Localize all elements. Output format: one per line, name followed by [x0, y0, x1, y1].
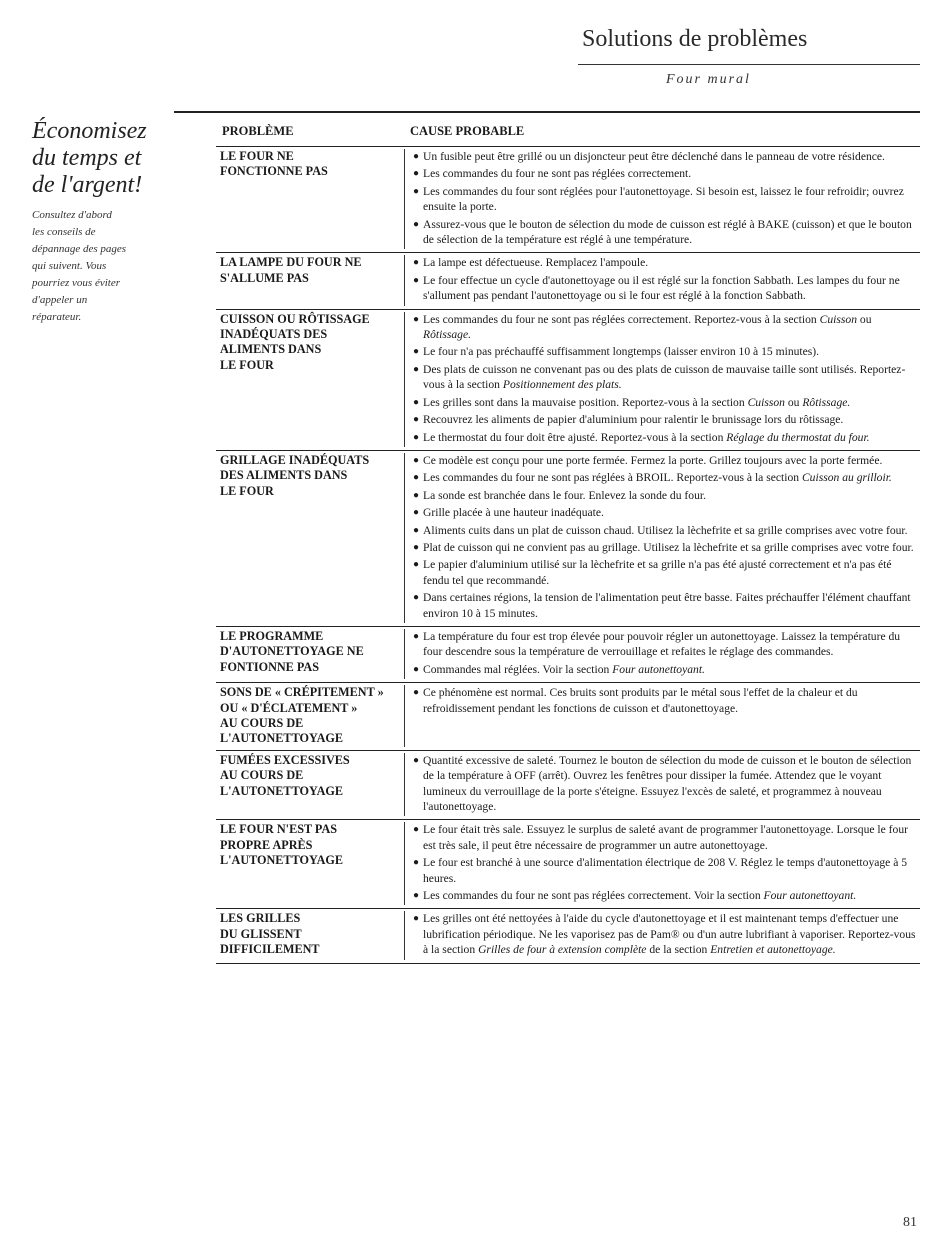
cause-text-part: Le papier d'aluminium utilisé sur la lèchefrite et sa grille n'a pas été ajusté correctement et n'a pas été fendu tel que recommandé. — [423, 558, 892, 587]
cause-text-part: Les commandes du four sont réglées pour l'autonettoyage. Si besoin est, laissez le four refroidir; ouvrez ensuite la porte. — [423, 184, 904, 214]
problem-line: DES ALIMENTS DANS — [220, 468, 348, 483]
cause-item — [413, 184, 918, 215]
bullet-icon: ● — [413, 431, 420, 443]
page-title: Solutions de problèmes — [582, 26, 808, 52]
cause-text-part: Le four est branché à une source d'alimentation électrique de 208 V. Réglez le temps d'autonettoyage à 5 heures. — [423, 856, 908, 885]
problem-line: ALIMENTS DANS — [220, 342, 322, 357]
bullet-icon: ● — [413, 541, 420, 553]
cause-text-part: Les commandes du four ne sont pas réglées correctement. Voir la section — [423, 889, 764, 903]
cause-cell — [404, 312, 920, 447]
bullet-icon: ● — [413, 524, 420, 536]
cause-item — [413, 488, 918, 503]
cause-text — [423, 453, 918, 468]
cause-text-part: Le four n'a pas préchauffé suffisamment longtemps (laisser environ 10 à 15 minutes). — [423, 345, 820, 359]
cause-cell — [404, 255, 920, 305]
table-row — [216, 450, 920, 626]
cause-text — [423, 273, 918, 304]
sidebar-tip — [32, 118, 162, 326]
problem-line: LE FOUR N'EST PAS — [220, 822, 338, 837]
problem-line: INADÉQUATS DES — [220, 327, 328, 342]
cause-item — [413, 590, 918, 621]
cause-text-part: La sonde est branchée dans le four. Enlevez la sonde du four. — [423, 488, 706, 502]
table-body — [216, 146, 920, 963]
bullet-icon: ● — [413, 414, 420, 426]
column-header-problem: PROBLÈME — [222, 124, 294, 138]
problem-line: AU COURS DE — [220, 716, 304, 730]
cause-text-part: Dans certaines régions, la tension de l'alimentation peut être basse. Faites préchauffer l'élément chauffant environ 10 à 15 minutes. — [423, 591, 911, 620]
bullet-icon: ● — [413, 454, 420, 466]
table-row — [216, 252, 920, 308]
table-header — [216, 120, 920, 146]
cause-text-part: Le thermostat du four doit être ajusté. Reportez-vous à la section — [423, 430, 727, 444]
problem-line: LE PROGRAMME — [220, 628, 324, 643]
sidebar-text-line: dépannage des pages — [32, 243, 127, 255]
cause-text-part: Plat de cuisson qui ne convient pas au grillage. Utilisez la lèchefrite et sa grille comprises avec votre four. — [423, 540, 914, 554]
cause-text — [423, 557, 918, 588]
cause-item — [413, 453, 918, 468]
bullet-icon: ● — [413, 754, 420, 766]
cause-text-part: Le four effectue un cycle d'autonettoyage ou il est réglé sur la fonction Sabbath. Les lampes du four ne s'allument pas pendant l'autonettoyage ou si le four est réglé à la fonction Sabbath. — [423, 273, 900, 303]
section-reference: Cuisson au grilloir. — [801, 471, 892, 485]
cause-item — [413, 505, 918, 520]
cause-cell — [404, 685, 920, 747]
problem-line: DIFFICILEMENT — [220, 942, 320, 957]
problem-cell — [216, 753, 404, 817]
cause-text-part: Les commandes du four ne sont pas réglées à BROIL. Reportez-vous à la section — [423, 471, 802, 485]
table-row — [216, 819, 920, 908]
header-divider — [578, 64, 920, 65]
section-reference: Grilles de four à extension complète — [478, 943, 647, 957]
problem-line: LA LAMPE DU FOUR NE — [220, 255, 362, 270]
bullet-icon: ● — [413, 663, 420, 675]
section-reference: Positionnement des plats. — [502, 378, 622, 392]
bullet-icon: ● — [413, 274, 420, 286]
problem-line: D'AUTONETTOYAGE NE — [220, 644, 364, 659]
cause-text-part: Aliments cuits dans un plat de cuisson chaud. Utilisez la lèchefrite et sa grille comprises avec votre four. — [423, 523, 908, 537]
cause-item — [413, 217, 918, 248]
sidebar-title — [32, 118, 162, 199]
sidebar-text — [32, 207, 162, 326]
bullet-icon: ● — [413, 559, 420, 571]
section-reference: Entretien et autonettoyage. — [710, 943, 836, 957]
cause-text — [423, 505, 918, 520]
cause-text-part: La température du four est trop élevée pour pouvoir régler un autonettoyage. Laissez la température du four descendre sous la température de verrouillage et refaites le réglage des commandes. — [423, 629, 901, 659]
sidebar-text-line: qui suivent. Vous — [32, 260, 107, 272]
sidebar-text-line: pourriez vous éviter — [32, 277, 120, 289]
bullet-icon: ● — [413, 396, 420, 408]
cause-text — [423, 662, 918, 677]
bullet-icon: ● — [413, 890, 420, 902]
bullet-icon: ● — [413, 472, 420, 484]
cause-item — [413, 273, 918, 304]
bullet-icon: ● — [413, 489, 420, 501]
problem-line: AU COURS DE — [220, 768, 304, 783]
cause-text-part: Recouvrez les aliments de papier d'aluminium pour ralentir le brunissage lors du rôtissage. — [423, 413, 844, 427]
cause-item — [413, 312, 918, 343]
table-row — [216, 309, 920, 450]
bullet-icon: ● — [413, 257, 420, 269]
cause-text-part: Un fusible peut être grillé ou un disjoncteur peut être déclenché dans le panneau de votre résidence. — [423, 150, 885, 163]
cause-cell — [404, 822, 920, 905]
cause-text — [423, 430, 918, 445]
cause-text-part: Ce phénomène est normal. Ces bruits sont produits par le métal sous l'effet de la chaleur et du refroidissement pendant les fonctions de cuisson et d'autonettoyage. — [423, 686, 858, 715]
cause-text — [423, 255, 918, 270]
cause-item — [413, 362, 918, 393]
problem-line: L'AUTONETTOYAGE — [220, 783, 344, 798]
problem-line: FONTIONNE PAS — [220, 659, 319, 674]
bullet-icon: ● — [413, 218, 420, 230]
cause-text — [423, 540, 918, 555]
problem-line: L'AUTONETTOYAGE — [220, 853, 344, 868]
troubleshooting-table — [216, 120, 920, 964]
bullet-icon: ● — [413, 346, 420, 358]
problem-cell — [216, 911, 404, 959]
bullet-icon: ● — [413, 687, 420, 699]
cause-text — [423, 822, 918, 853]
problem-line: SONS DE « CRÉPITEMENT » — [220, 685, 384, 700]
problem-cell — [216, 453, 404, 623]
problem-cell — [216, 685, 404, 747]
cause-item — [413, 470, 918, 485]
cause-text — [423, 470, 918, 485]
section-reference: Rôtissage. — [423, 328, 471, 342]
cause-text — [423, 395, 918, 410]
cause-item — [413, 911, 918, 957]
section-reference: Cuisson — [747, 395, 785, 409]
problem-cell — [216, 312, 404, 447]
cause-text — [423, 184, 918, 215]
cause-text-part: Ce modèle est conçu pour une porte fermée. Fermez la porte. Grillez toujours avec la porte fermée. — [423, 453, 883, 467]
table-row — [216, 626, 920, 682]
cause-text-part: Les grilles ont été nettoyées à l'aide du cycle d'autonettoyage et il est maintenant temps d'effectuer une lubrification périodique. Ne les vaporisez pas de Pam® ou d'un autre lubrifiant à vaporiser. Reportez-vous à la section — [423, 912, 916, 957]
problem-line: FONCTIONNE PAS — [220, 164, 328, 179]
sidebar-title-line: de l'argent! — [32, 172, 143, 198]
problem-cell — [216, 629, 404, 679]
cause-item — [413, 629, 918, 660]
problem-cell — [216, 255, 404, 305]
cause-text-part: La lampe est défectueuse. Remplacez l'ampoule. — [423, 256, 649, 270]
cause-text-part: ou — [784, 395, 803, 409]
problem-line: GRILLAGE INADÉQUATS — [220, 452, 370, 467]
bullet-icon: ● — [413, 313, 420, 325]
section-reference: Rôtissage. — [802, 395, 851, 409]
problem-line: PROPRE APRÈS — [220, 837, 313, 852]
cause-text — [423, 312, 918, 343]
cause-item — [413, 685, 918, 716]
cause-text-part: Les commandes du four ne sont pas réglées correctement. — [423, 167, 692, 181]
cause-text-part: Assurez-vous que le bouton de sélection du mode de cuisson est réglé à BAKE (cuisson) et que le bouton de sélection de la température est réglé à une température. — [423, 217, 912, 247]
cause-cell — [404, 753, 920, 817]
cause-text — [423, 412, 918, 427]
bullet-icon: ● — [413, 507, 420, 519]
problem-line: S'ALLUME PAS — [220, 270, 309, 285]
cause-item — [413, 822, 918, 853]
cause-cell — [404, 629, 920, 679]
bullet-icon: ● — [413, 630, 420, 642]
cause-item — [413, 557, 918, 588]
sidebar-text-line: les conseils de — [32, 226, 96, 238]
cause-item — [413, 662, 918, 677]
cause-text — [423, 629, 918, 660]
cause-text-part: Les commandes du four ne sont pas réglées correctement. Reportez-vous à la section — [423, 312, 820, 326]
cause-text — [423, 590, 918, 621]
bullet-icon: ● — [413, 824, 420, 836]
page-number: 81 — [903, 1215, 917, 1230]
bullet-icon: ● — [413, 857, 420, 869]
cause-item — [413, 753, 918, 815]
table-row — [216, 146, 920, 252]
problem-line: LE FOUR — [220, 483, 274, 498]
cause-cell — [404, 453, 920, 623]
cause-text — [423, 362, 918, 393]
problem-line: LE FOUR — [220, 357, 274, 372]
cause-text-part: Des plats de cuisson ne convenant pas ou des plats de cuisson de mauvaise taille sont utilisés. Reportez-vous à la section — [423, 362, 906, 392]
bullet-icon: ● — [413, 592, 420, 604]
cause-item — [413, 149, 918, 164]
problem-cell — [216, 149, 404, 249]
cause-text-part: Les grilles sont dans la mauvaise position. Reportez-vous à la section — [423, 395, 748, 409]
cause-text — [423, 888, 918, 903]
cause-text-part: de la section — [646, 943, 711, 957]
cause-item — [413, 412, 918, 427]
cause-cell — [404, 911, 920, 959]
cause-cell — [404, 149, 920, 249]
bullet-icon: ● — [413, 168, 420, 180]
cause-text-part: Le four était très sale. Essuyez le surplus de saleté avant de programmer l'autonettoyage. Lorsque le four est très sale, il peut être nécessaire de programmer un autre autonettoyage. — [423, 823, 908, 852]
table-row — [216, 908, 920, 962]
problem-line: FUMÉES EXCESSIVES — [220, 752, 350, 767]
section-reference: Cuisson — [819, 312, 857, 326]
sidebar-text-line: Consultez d'abord — [32, 209, 112, 221]
problem-line: LES GRILLES — [220, 911, 301, 926]
bullet-icon: ● — [413, 363, 420, 375]
cause-text — [423, 488, 918, 503]
cause-item — [413, 166, 918, 181]
cause-text-part: Grille placée à une hauteur inadéquate. — [423, 506, 604, 520]
bullet-icon: ● — [413, 151, 420, 162]
problem-line: L'AUTONETTOYAGE — [220, 731, 344, 746]
cause-text — [423, 911, 918, 957]
problem-line: CUISSON OU RÔTISSAGE — [220, 311, 370, 326]
cause-text — [423, 149, 918, 164]
cause-text-part: ou — [857, 312, 872, 326]
cause-item — [413, 523, 918, 538]
problem-line: OU « D'ÉCLATEMENT » — [220, 700, 358, 715]
cause-text-part: Quantité excessive de saleté. Tournez le bouton de sélection du mode de cuisson et le bouton de sélection de la température à OFF (arrêt). Ouvrez les fenêtres pour dissiper la fumée. Attendez que le voyant lumineux du verrouillage de la porte s'éteigne. Essuyez l'excès de saleté, et programmez à nouveau l'autonettoyage. — [423, 753, 912, 814]
sidebar-text-line: d'appeler un — [32, 294, 88, 306]
section-reference: Four autonettoyant. — [612, 662, 705, 676]
sidebar-title-line: Économisez — [32, 118, 147, 144]
problem-cell — [216, 822, 404, 905]
cause-item — [413, 395, 918, 410]
sidebar-title-line: du temps et — [32, 145, 142, 171]
table-row — [216, 682, 920, 750]
table-row — [216, 750, 920, 820]
page-subtitle: Four mural — [666, 72, 751, 87]
cause-item — [413, 430, 918, 445]
sidebar-text-line: réparateur. — [32, 311, 82, 323]
section-reference: Four autonettoyant. — [763, 889, 857, 903]
cause-item — [413, 344, 918, 359]
cause-item — [413, 855, 918, 886]
problem-line: DU GLISSENT — [220, 926, 302, 941]
table-bottom-divider — [216, 963, 920, 964]
cause-item — [413, 255, 918, 270]
cause-text — [423, 217, 918, 248]
cause-text — [423, 855, 918, 886]
bullet-icon: ● — [413, 913, 420, 925]
problem-line: LE FOUR NE — [220, 149, 294, 163]
cause-item — [413, 540, 918, 555]
cause-text — [423, 344, 918, 359]
column-header-cause: CAUSE PROBABLE — [410, 124, 525, 138]
cause-item — [413, 888, 918, 903]
cause-text — [423, 166, 918, 181]
section-reference: Réglage du thermostat du four. — [726, 430, 870, 444]
bullet-icon: ● — [413, 185, 420, 197]
table-top-divider — [174, 111, 920, 113]
cause-text-part: Commandes mal réglées. Voir la section — [423, 662, 613, 676]
cause-text — [423, 753, 918, 815]
cause-text — [423, 685, 918, 716]
cause-text — [423, 523, 918, 538]
